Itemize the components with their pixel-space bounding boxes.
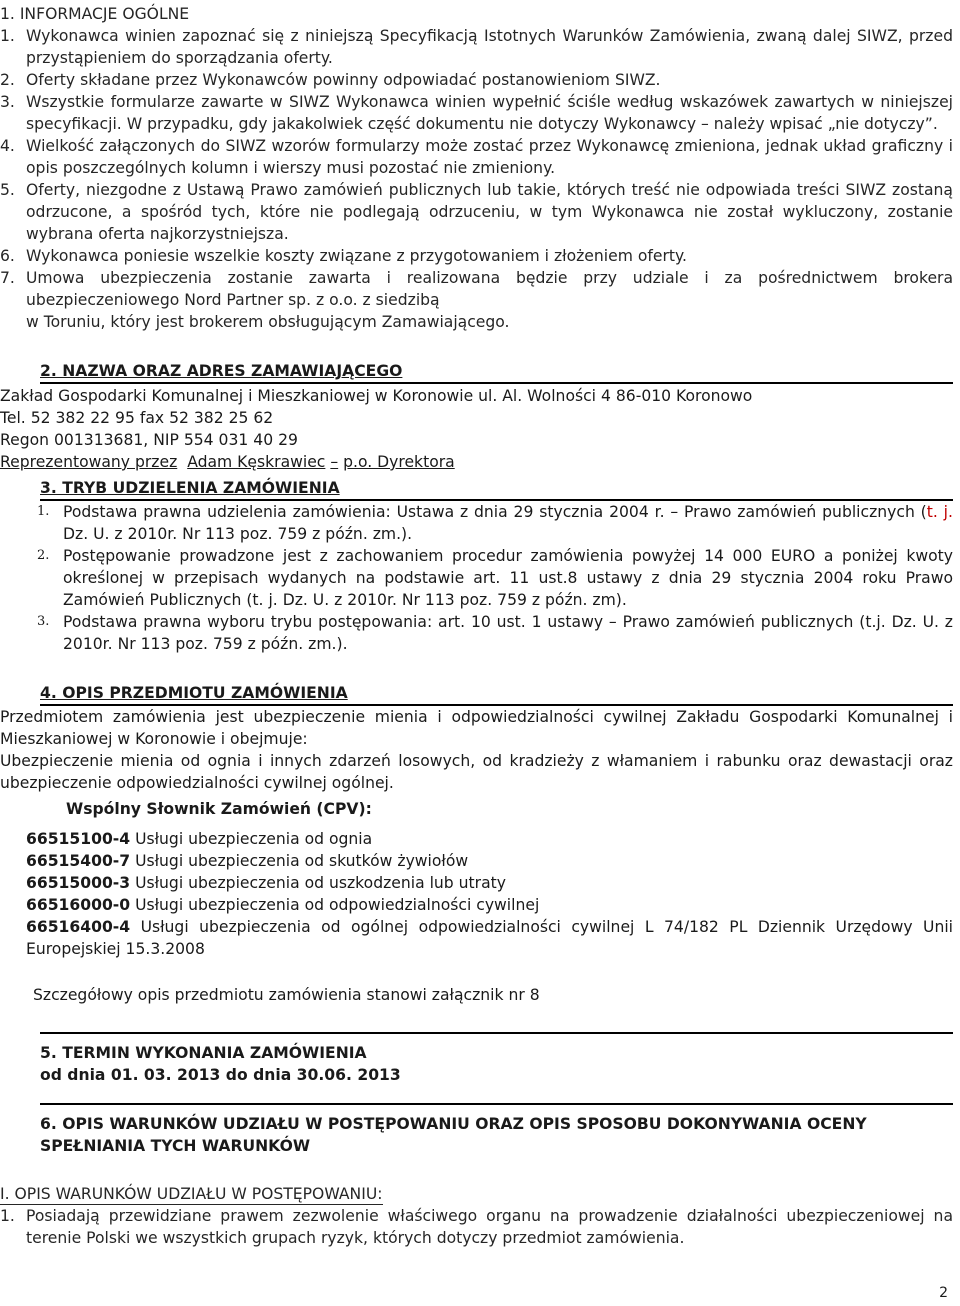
cpv-item: 66515100-4 Usługi ubezpieczenia od ognia — [26, 830, 373, 848]
cpv-list — [0, 828, 953, 960]
section-1 — [0, 3, 953, 333]
page-number: 2 — [939, 1285, 948, 1301]
s1-item-3: 3. Wszystkie formularze zawarte w SIWZ Wykonawca winien wypełnić ściśle według wskazówek zawartych w niniejszej specyfikacji. W przypadku, gdy jakakolwiek część dokumentu nie dotyczy Wykonawcy – należy wpisać „nie dotyczy”. — [0, 93, 953, 133]
s1-item-7: 7. Umowa ubezpieczenia zostanie zawarta i realizowana będzie przy udziale i za pośrednictwem brokera ubezpieczeniowego Nord Partner sp. z o.o. z siedzibą — [0, 269, 953, 309]
s1-item-6: 6. Wykonawca poniesie wszelkie koszty związane z przygotowaniem i złożeniem oferty. — [0, 247, 687, 265]
section-3-body — [0, 501, 953, 655]
s2-representative-line: Reprezentowany przez Adam Kęskrawiec – p.o. Dyrektora — [0, 453, 455, 471]
s4-paragraph-2: Ubezpieczenie mienia od ognia i innych zdarzeń losowych, od kradzieży z włamaniem i rabunku oraz dewastacji oraz ubezpieczenie odpowiedzialności cywilnej ogólnej. — [0, 752, 953, 792]
s6-item-1: 1. Posiadają przewidziane prawem zezwolenie właściwego organu na prowadzenie działalności ubezpieczeniowej na terenie Polski we wszystkich grupach ryzyk, których dotyczy przedmiot zamówienia. — [0, 1207, 953, 1247]
section-6-title: 6. OPIS WARUNKÓW UDZIAŁU W POSTĘPOWANIU ORAZ OPIS SPOSOBU DOKONYWANIA OCENY SPEŁNIANIA TYCH WARUNKÓW — [40, 1115, 867, 1155]
section-5-top-rule — [40, 1032, 953, 1034]
section-5-title: 5. TERMIN WYKONANIA ZAMÓWIENIA — [40, 1044, 367, 1062]
cpv-item: 66515400-7 Usługi ubezpieczenia od skutków żywiołów — [26, 852, 469, 870]
s2-address-line: Zakład Gospodarki Komunalnej i Mieszkaniowej w Koronowie ul. Al. Wolności 4 86-010 Koronowo — [0, 387, 753, 405]
s4-detail-note: Szczegółowy opis przedmiotu zamówienia stanowi załącznik nr 8 — [33, 986, 540, 1004]
section-5-dates: od dnia 01. 03. 2013 do dnia 30.06. 2013 — [40, 1066, 401, 1084]
s1-item-2: 2. Oferty składane przez Wykonawców powinny odpowiadać postanowieniom SIWZ. — [0, 71, 661, 89]
section-2-title: 2. NAZWA ORAZ ADRES ZAMAWIAJĄCEGO — [40, 360, 953, 384]
s2-phone-line: Tel. 52 382 22 95 fax 52 382 25 62 — [0, 409, 274, 427]
s4-paragraph-1: Przedmiotem zamówienia jest ubezpieczenie mienia i odpowiedzialności cywilnej Zakładu Gospodarki Komunalnej i Mieszkaniowej w Koronowie i obejmuje: — [0, 708, 953, 748]
cpv-title: Wspólny Słownik Zamówień (CPV): — [66, 800, 372, 818]
section-5 — [40, 1042, 953, 1086]
cpv-item: 66515000-3 Usługi ubezpieczenia od uszkodzenia lub utraty — [26, 874, 506, 892]
section-6-body — [0, 1183, 953, 1249]
s1-item-7-continuation: w Toruniu, który jest brokerem obsługującym Zamawiającego. — [26, 313, 510, 331]
cpv-item: 66516400-4 Usługi ubezpieczenia od ogólnej odpowiedzialności cywilnej L 74/182 PL Dziennik Urzędowy Unii Europejskiej 15.3.2008 — [26, 918, 953, 958]
section-2-body — [0, 385, 953, 473]
section-4-title: 4. OPIS PRZEDMIOTU ZAMÓWIENIA — [40, 682, 953, 706]
s1-item-4: 4. Wielkość załączonych do SIWZ wzorów formularzy może zostać przez Wykonawcę zmieniona, jednak układ graficzny i opis poszczególnych kolumn i wierszy musi pozostać nie zmieniony. — [0, 137, 953, 177]
s3-item-3: 3. Podstawa prawna wyboru trybu postępowania: art. 10 ust. 1 ustawy – Prawo zamówień publicznych (t.j. Dz. U. z 2010r. Nr 113 poz. 759 z późn. zm.). — [37, 613, 953, 653]
s6-subheading: I. OPIS WARUNKÓW UDZIAŁU W POSTĘPOWANIU: — [0, 1185, 383, 1203]
section-4-body — [0, 706, 953, 1006]
s3-item-1: 1. Podstawa prawna udzielenia zamówienia: Ustawa z dnia 29 stycznia 2004 r. – Prawo zamówień publicznych (t. j. Dz. U. z 2010r. Nr 113 poz. 759 z późn. zm.). — [37, 503, 953, 543]
s1-item-5: 5. Oferty, niezgodne z Ustawą Prawo zamówień publicznych lub takie, których treść nie odpowiada treści SIWZ zostaną odrzucone, a spośród tych, które nie podlegają odrzuceniu, w tym Wykonawca nie został wykluczony, zostanie wybrana oferta najkorzystniejsza. — [0, 181, 953, 243]
section-6-top-rule — [40, 1103, 953, 1105]
section-3-title: 3. TRYB UDZIELENIA ZAMÓWIENIA — [40, 477, 953, 501]
s1-item-1: 1. Wykonawca winien zapoznać się z niniejszą Specyfikacją Istotnych Warunków Zamówienia, zwaną dalej SIWZ, przed przystąpieniem do sporządzania oferty. — [0, 27, 953, 67]
section-1-title: 1. INFORMACJE OGÓLNE — [0, 5, 190, 23]
s2-regon-line: Regon 001313681, NIP 554 031 40 29 — [0, 431, 298, 449]
cpv-item: 66516000-0 Usługi ubezpieczenia od odpowiedzialności cywilnej — [26, 896, 540, 914]
s3-item-2: 2. Postępowanie prowadzone jest z zachowaniem procedur zamówienia powyżej 14 000 EURO a poniżej kwoty określonej w przepisach wydanych na podstawie art. 11 ust.8 ustawy z dnia 29 stycznia 2004 roku Prawo Zamówień Publicznych (t. j. Dz. U. z 2010r. Nr 113 poz. 759 z późn. zm). — [37, 547, 953, 609]
